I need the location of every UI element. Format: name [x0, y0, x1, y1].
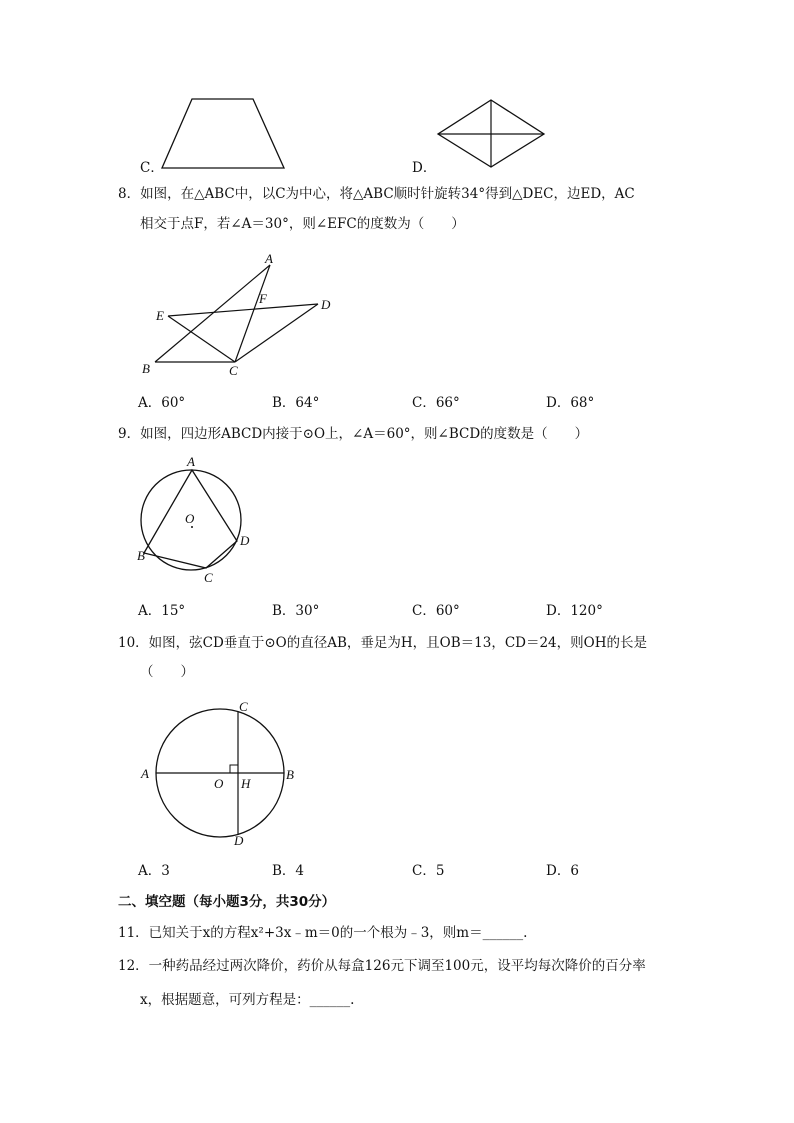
- q9-option-b: B．30°: [272, 603, 320, 619]
- q8-option-d: D．68°: [546, 395, 595, 411]
- q9-stem: 9．如图，四边形ABCD内接于⊙O上，∠A＝60°，则∠BCD的度数是（ ）: [118, 426, 589, 442]
- q9-label-o: O: [185, 511, 195, 526]
- q9-label-c: C: [204, 570, 213, 585]
- q8-label-a: A: [265, 251, 273, 266]
- q10-stem-line2: （ ）: [140, 664, 194, 680]
- q9-option-a: A．15°: [138, 603, 186, 619]
- q8-label-c: C: [229, 363, 238, 378]
- q10-option-c: C．5: [412, 863, 445, 879]
- q10-label-h: H: [241, 776, 251, 791]
- q10-label-c: C: [239, 699, 248, 714]
- q8-stem-line2: 相交于点F，若∠A＝30°，则∠EFC的度数为（ ）: [140, 216, 465, 232]
- q12-stem-line1: 12．一种药品经过两次降价，药价从每盒126元下调至100元，设平均每次降价的百分率: [118, 958, 646, 974]
- q8-stem-line1: 8．如图，在△ABC中，以C为中心，将△ABC顺时针旋转34°得到△DEC，边ED，AC: [118, 186, 635, 202]
- q8-label-b: B: [142, 361, 150, 376]
- q10-stem-line1: 10．如图，弦CD垂直于⊙O的直径AB，垂足为H，且OB＝13，CD＝24，则OH的长是: [118, 635, 647, 651]
- q9-option-c: C．60°: [412, 603, 460, 619]
- q7-option-c-label: C．: [140, 160, 164, 176]
- q9-label-b: B: [137, 548, 145, 563]
- q8-label-d: D: [321, 297, 331, 312]
- q9-label-a: A: [187, 454, 195, 469]
- q10-label-o: O: [214, 776, 224, 791]
- q8-label-f: F: [259, 291, 267, 306]
- q8-option-c: C．66°: [412, 395, 460, 411]
- q8-option-a: A．60°: [138, 395, 186, 411]
- q8-label-e: E: [156, 308, 164, 323]
- q12-stem-line2: x，根据题意，可列方程是：______.: [140, 992, 355, 1008]
- q10-option-b: B．4: [272, 863, 305, 879]
- q10-label-a: A: [141, 766, 149, 781]
- q10-option-d: D．6: [546, 863, 579, 879]
- q10-label-b: B: [286, 767, 294, 782]
- section2-heading: 二、填空题（每小题3分，共30分）: [118, 894, 336, 910]
- q10-option-a: A．3: [138, 863, 170, 879]
- q9-label-d: D: [240, 533, 250, 548]
- q9-option-d: D．120°: [546, 603, 603, 619]
- q11-stem: 11．已知关于x的方程x²+3x﹣m＝0的一个根为﹣3，则m＝______.: [118, 925, 528, 941]
- q7-option-d-label: D．: [412, 160, 437, 176]
- q10-label-d: D: [234, 833, 244, 848]
- q8-option-b: B．64°: [272, 395, 320, 411]
